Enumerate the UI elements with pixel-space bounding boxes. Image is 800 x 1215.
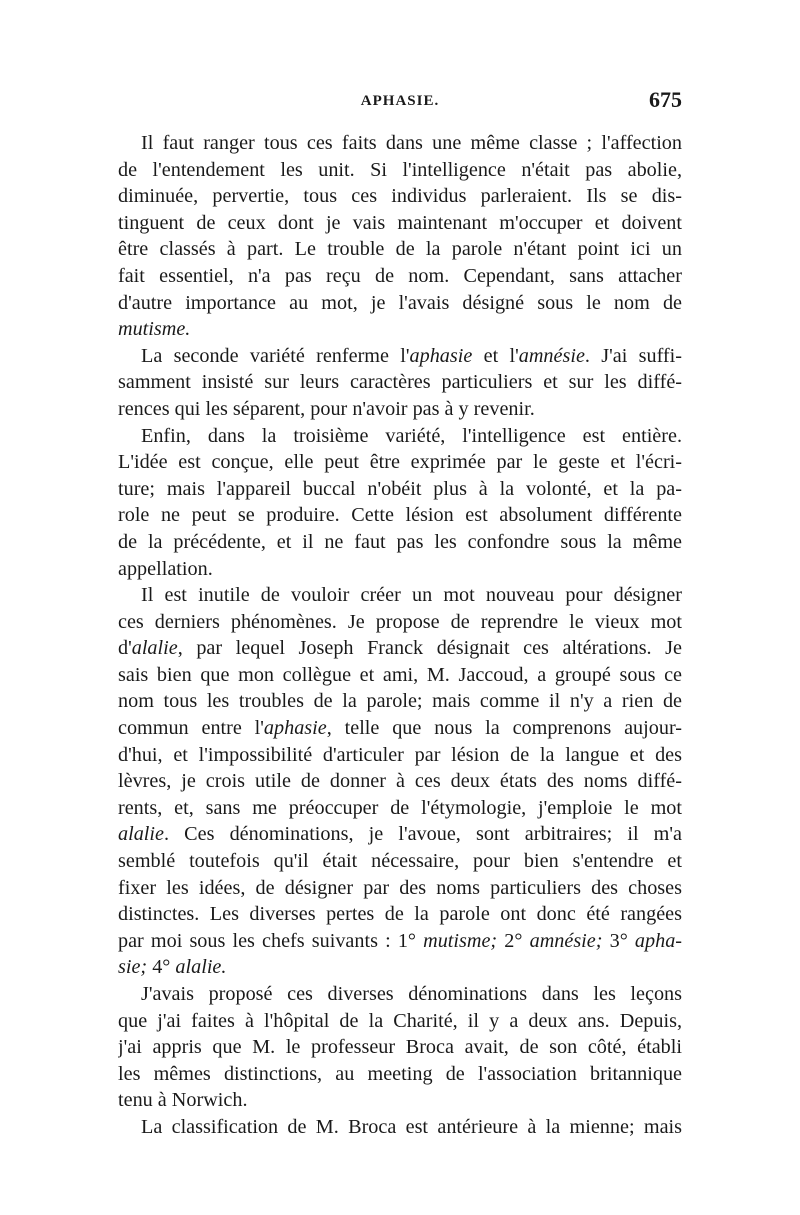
text-line <box>118 316 682 343</box>
italic-text: amnésie <box>518 344 585 367</box>
text-span: 4° <box>152 956 176 979</box>
running-title: APHASIE. <box>360 93 440 109</box>
text-line <box>118 609 682 636</box>
italic-text: apha- <box>634 929 682 952</box>
italic-text: amnésie; <box>529 929 610 952</box>
text-span: rences qui les séparent, pour n'avoir pas à y revenir. <box>118 397 535 420</box>
text-line <box>118 768 682 795</box>
text-line <box>118 742 682 769</box>
text-line <box>118 848 682 875</box>
text-span: J'avais proposé ces diverses dénominations dans les leçons <box>141 983 682 1005</box>
text-line <box>118 396 682 423</box>
text-span: La seconde variété renferme l' <box>141 344 410 367</box>
text-line <box>118 582 682 609</box>
text-span: fixer les idées, de désigner par des noms particuliers des choses <box>118 876 682 899</box>
italic-text: mutisme. <box>118 318 191 341</box>
text-span: L'idée est conçue, elle peut être exprimée par le geste et l'écri- <box>118 451 682 474</box>
text-span: de la précédente, et il ne faut pas les confondre sous la même <box>118 530 682 553</box>
text-line <box>118 1008 682 1035</box>
text-span: . J'ai suffi- <box>584 344 682 367</box>
text-line <box>118 688 682 715</box>
text-span: ture; mais l'appareil buccal n'obéit plus à la volonté, et la pa- <box>118 477 682 500</box>
text-span: les mêmes distinctions, au meeting de l'association britannique <box>118 1062 682 1085</box>
text-line <box>118 821 682 848</box>
text-span: lèvres, je crois utile de donner à ces deux états des noms diffé- <box>118 770 682 793</box>
text-line <box>118 423 682 450</box>
text-span: nom tous les troubles de la parole; mais comme il n'y a rien de <box>118 690 682 713</box>
italic-text: aphasie <box>263 717 327 740</box>
italic-text: alalie. <box>175 956 227 979</box>
text-line <box>118 369 682 396</box>
text-span: ces derniers phénomènes. Je propose de reprendre le vieux mot <box>118 610 682 633</box>
text-span: appellation. <box>118 557 213 580</box>
text-span: d' <box>118 637 132 660</box>
italic-text: sie; <box>118 956 153 979</box>
text-span: par moi sous les chefs suivants : 1° <box>118 929 424 952</box>
text-line <box>118 1087 682 1114</box>
text-line <box>118 130 682 157</box>
text-line <box>118 290 682 317</box>
text-line <box>118 502 682 529</box>
text-span: sais bien que mon collègue et ami, M. Jaccoud, a groupé sous ce <box>118 663 682 686</box>
text-line <box>118 1034 682 1061</box>
body-text <box>118 130 682 1141</box>
text-span: Enfin, dans la troisième variété, l'intelligence est entière. <box>141 424 682 447</box>
text-line <box>118 901 682 928</box>
text-span: de l'entendement les unit. Si l'intelligence n'était pas abolie, <box>118 158 682 181</box>
text-span: semblé toutefois qu'il était nécessaire, pour bien s'entendre et <box>118 850 682 873</box>
text-line <box>118 343 682 370</box>
text-line <box>118 529 682 556</box>
text-span: être classés à part. Le trouble de la parole n'étant point ici un <box>118 238 682 261</box>
text-span: j'ai appris que M. le professeur Broca avait, de son côté, établi <box>118 1036 682 1059</box>
text-line <box>118 875 682 902</box>
text-line <box>118 157 682 184</box>
text-line <box>118 183 682 210</box>
text-span: La classification de M. Broca est antérieure à la mienne; mais <box>141 1115 682 1138</box>
text-span: diminuée, pervertie, tous ces individus parleraient. Ils se dis- <box>118 185 682 208</box>
italic-text: alalie <box>118 823 164 846</box>
text-span: rents, et, sans me préoccuper de l'étymologie, j'emploie le mot <box>118 796 682 819</box>
text-span: samment insisté sur leurs caractères particuliers et sur les diffé- <box>118 371 682 394</box>
text-span: role ne peut se produire. Cette lésion est absolument différente <box>118 504 682 527</box>
text-line <box>118 1061 682 1088</box>
text-span: . Ces dénominations, je l'avoue, sont arbitraires; il m'a <box>163 823 682 846</box>
italic-text: alalie <box>131 637 178 660</box>
italic-text: aphasie <box>409 344 473 367</box>
text-line <box>118 662 682 689</box>
text-line <box>118 449 682 476</box>
text-span: et l' <box>472 344 519 367</box>
text-line <box>118 556 682 583</box>
text-line <box>118 795 682 822</box>
text-span: distinctes. Les diverses pertes de la parole ont donc été rangées <box>118 903 682 926</box>
text-line <box>118 476 682 503</box>
text-line <box>118 981 682 1008</box>
text-line <box>118 635 682 662</box>
text-line <box>118 715 682 742</box>
text-span: commun entre l' <box>118 717 264 740</box>
text-line <box>118 263 682 290</box>
text-span: Il faut ranger tous ces faits dans une même classe ; l'affection <box>141 132 682 154</box>
text-span: 3° <box>609 929 635 952</box>
text-span: Il est inutile de vouloir créer un mot nouveau pour désigner <box>141 584 682 607</box>
page-number: 675 <box>649 87 682 112</box>
text-span: tenu à Norwich. <box>118 1089 248 1112</box>
text-line <box>118 1114 682 1141</box>
text-span: que j'ai faites à l'hôpital de la Charité, il y a deux ans. Depuis, <box>118 1009 682 1032</box>
text-span: 2° <box>504 929 530 952</box>
text-span: , telle que nous la comprenons aujour- <box>326 717 682 740</box>
italic-text: mutisme; <box>423 929 505 952</box>
text-line <box>118 928 682 955</box>
text-span: d'autre importance au mot, je l'avais désigné sous le nom de <box>118 291 682 314</box>
text-line <box>118 236 682 263</box>
text-span: tinguent de ceux dont je vais maintenant m'occuper et doivent <box>118 211 682 234</box>
running-head <box>118 87 682 117</box>
text-line <box>118 210 682 237</box>
text-span: fait essentiel, n'a pas reçu de nom. Cependant, sans attacher <box>118 264 682 287</box>
text-line <box>118 954 682 981</box>
text-span: , par lequel Joseph Franck désignait ces altérations. Je <box>177 637 682 660</box>
text-span: d'hui, et l'impossibilité d'articuler par lésion de la langue et des <box>118 743 682 766</box>
